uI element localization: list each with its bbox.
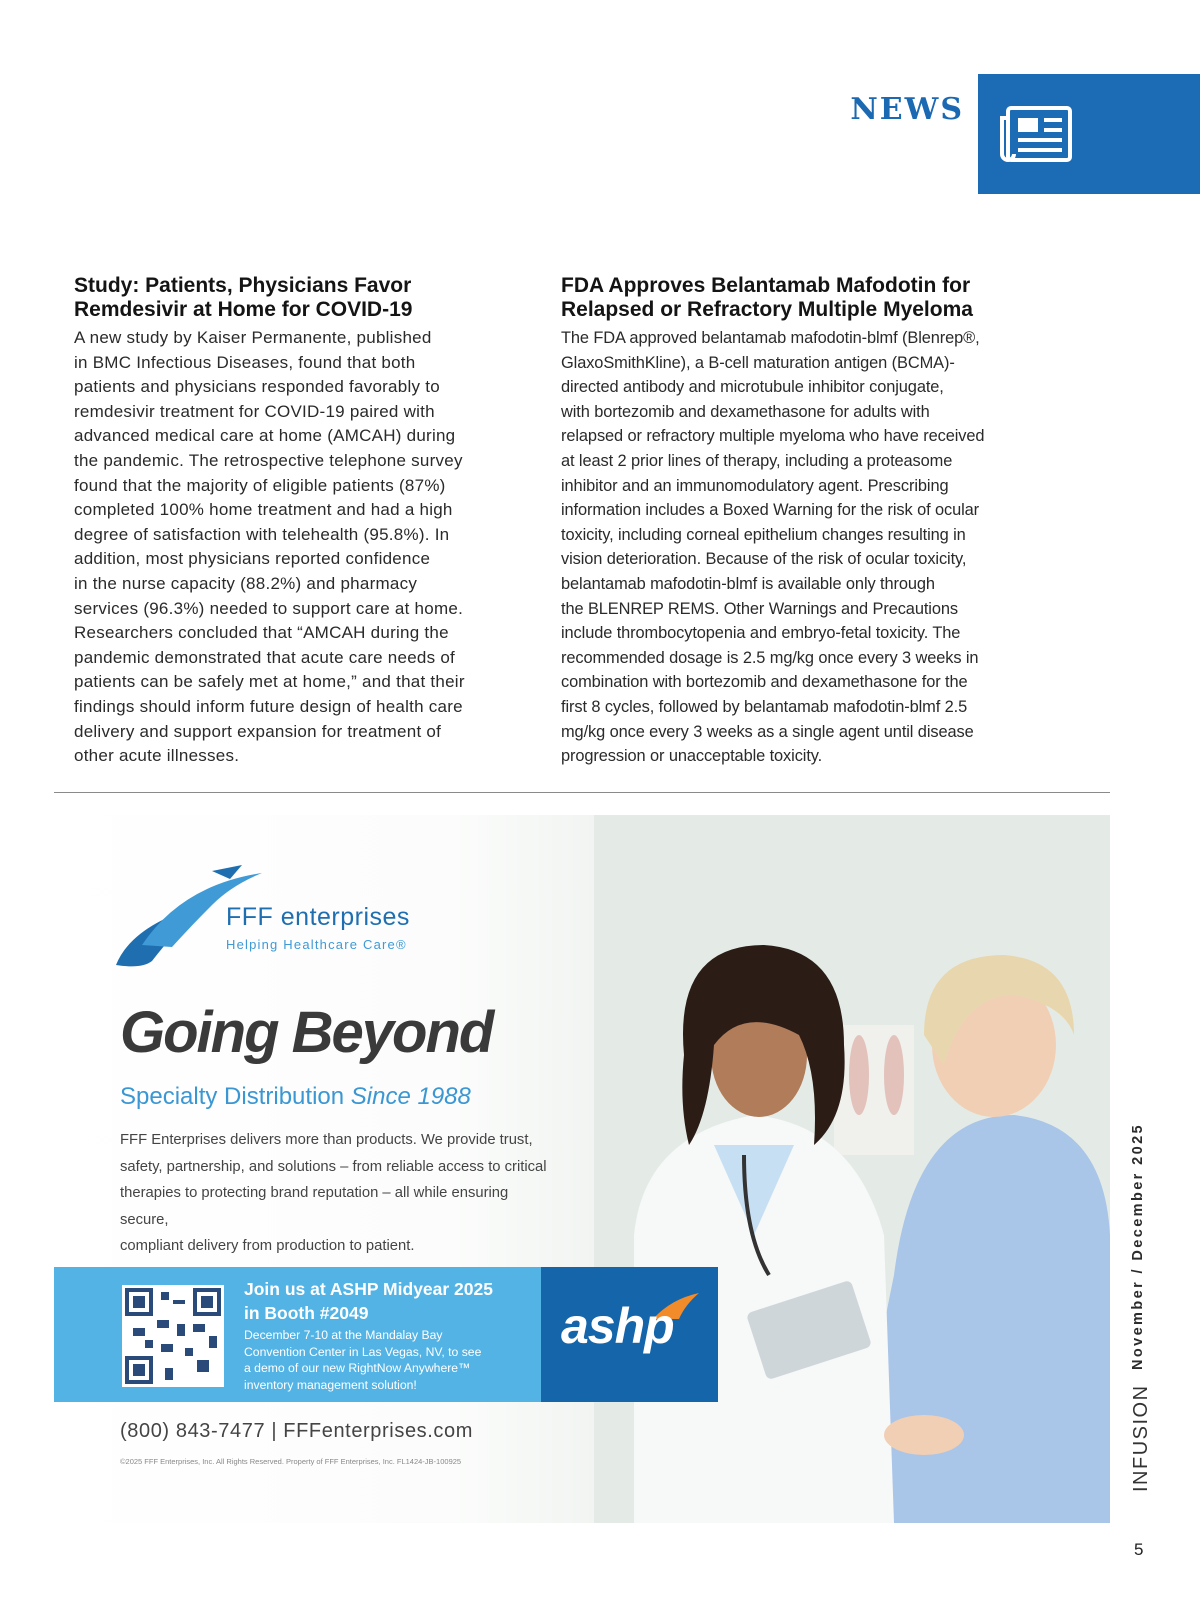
issue-date: November / December 2025 <box>1130 1122 1146 1370</box>
ad-legal: ©2025 FFF Enterprises, Inc. All Rights Reserved. Property of FFF Enterprises, Inc. FL1424-JB-100925 <box>120 1457 462 1466</box>
ad-contact[interactable]: (800) 843-7477 | FFFenterprises.com <box>120 1420 474 1442</box>
logo-tagline: Helping Healthcare Care® <box>226 937 407 952</box>
ad-photo <box>594 815 1110 1523</box>
page-number: 5 <box>1134 1540 1144 1559</box>
qr-code-icon[interactable] <box>122 1285 224 1387</box>
article-remdesivir <box>74 274 514 769</box>
ashp-logo: ashp <box>561 1298 674 1354</box>
section-label: NEWS <box>850 92 964 127</box>
logo-name: FFF enterprises <box>226 903 410 931</box>
ad-subhead: Specialty Distribution Since 1988 <box>120 1083 471 1110</box>
article-body: A new study by Kaiser Permanente, published in BMC Infectious Diseases, found that both patients and physicians responded favorably to remdesivir treatment for COVID-19 paired with advanced medical care at home (AMCAH) during the pandemic. The retrospective telephone survey found that the majority of eligible patients (87%) completed 100% home treatment and had a high degree of satisfaction with telehealth (95.8%). In addition, most physicians reported confidence in the nurse capacity (88.2%) and pharmacy services (96.3%) needed to support care at home. Researchers concluded that “AMCAH during the pandemic demonstrated that acute care needs of patients can be safely met at home,” and that their findings should inform future design of health care delivery and support expansion for treatment of other acute illnesses. <box>74 328 465 766</box>
banner-text: December 7-10 at the Mandalay Bay Convention Center in Las Vegas, NV, to see a demo of our new RightNow Anywhere™ inventory management solution! <box>244 1328 482 1392</box>
banner-title: Join us at ASHP Midyear 2025 in Booth #2049 <box>244 1279 493 1323</box>
event-banner[interactable] <box>54 1267 718 1402</box>
section-divider <box>54 792 1110 793</box>
article-belantamab <box>561 274 1031 769</box>
newspaper-icon <box>998 104 1074 169</box>
advertisement[interactable] <box>54 815 1110 1523</box>
ad-headline: Going Beyond <box>120 1000 493 1065</box>
publication-name: INFUSION <box>1130 1384 1152 1492</box>
ashp-logo-panel <box>541 1267 718 1402</box>
article-title: FDA Approves Belantamab Mafodotin for Relapsed or Refractory Multiple Myeloma <box>561 274 973 321</box>
article-body: The FDA approved belantamab mafodotin-blmf (Blenrep®, GlaxoSmithKline), a B-cell maturation antigen (BCMA)- directed antibody and microtubule inhibitor conjugate, with bortezomib and dexamethasone for adults with relapsed or refractory multiple myeloma who have received at least 2 prior lines of therapy, including a proteasome inhibitor and an immunomodulatory agent. Prescribing information includes a Boxed Warning for the risk of ocular toxicity, including corneal epithelium changes resulting in vision deterioration. Because of the risk of ocular toxicity, belantamab mafodotin-blmf is available only through the BLENREP REMS. Other Warnings and Precautions include thrombocytopenia and embryo-fetal toxicity. The recommended dosage is 2.5 mg/kg once every 3 weeks in combination with bortezomib and dexamethasone for the first 8 cycles, followed by belantamab mafodotin-blmf 2.5 mg/kg once every 3 weeks as a single agent until disease progression or unacceptable toxicity. <box>561 329 985 766</box>
section-header-box <box>978 74 1200 194</box>
ad-body: FFF Enterprises delivers more than products. We provide trust, safety, partnership, and solutions – from reliable access to critical therapies to protecting brand reputation – all while ensuring secure, compliant delivery from production to patient. <box>120 1132 547 1254</box>
article-title: Study: Patients, Physicians Favor Remdesivir at Home for COVID-19 <box>74 274 413 321</box>
